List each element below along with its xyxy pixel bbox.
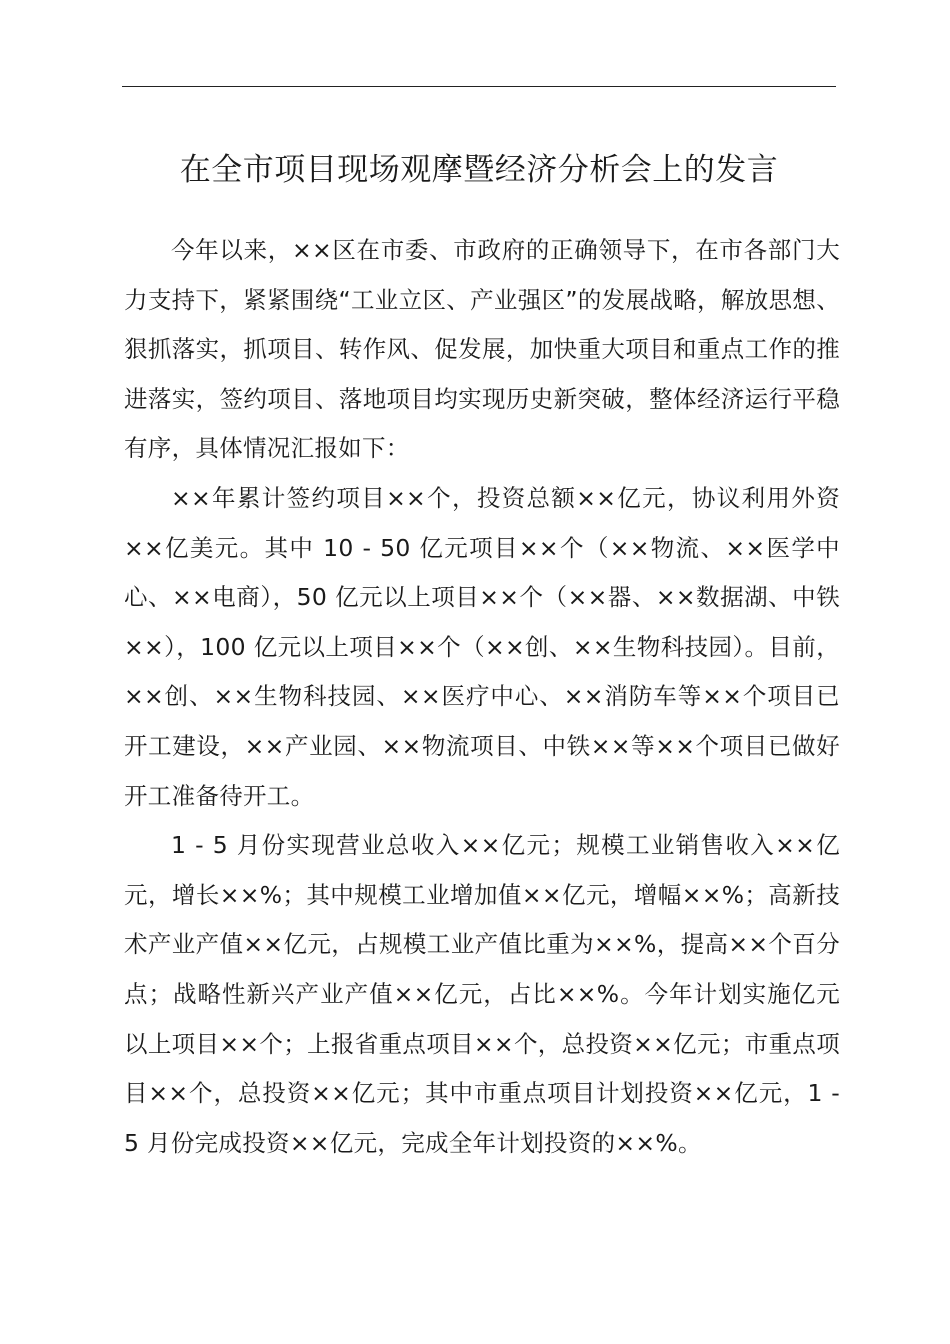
- document-body: [124, 226, 840, 1168]
- paragraph-projects: ××年累计签约项目××个，投资总额××亿元，协议利用外资××亿美元。其中 10 - 50 亿元项目××个（××物流、××医学中心、××电商），50 亿元以上项目××个（××器、××数据湖、中铁××），100 亿元以上项目××个（××创、××生物科技园）。目前，××创、××生物科技园、××医疗中心、××消防车等××个项目已开工建设，××产业园、××物流项目、中铁××等××个项目已做好开工准备待开工。: [124, 483, 840, 810]
- document-title: 在全市项目现场观摩暨经济分析会上的发言: [179, 152, 779, 188]
- paragraph-economy: 1 - 5 月份实现营业总收入××亿元；规模工业销售收入××亿元，增长××%；其中规模工业增加值××亿元，增幅××%；高新技术产业产值××亿元，占规模工业产值比重为××%，提高××个百分点；战略性新兴产业产值××亿元，占比××%。今年计划实施亿元以上项目××个；上报省重点项目××个，总投资××亿元；市重点项目××个，总投资××亿元；其中市重点项目计划投资××亿元，1 - 5 月份完成投资××亿元，完成全年计划投资的××%。: [124, 831, 840, 1157]
- paragraph-intro: 今年以来，××区在市委、市政府的正确领导下，在市各部门大力支持下，紧紧围绕“工业立区、产业强区”的发展战略，解放思想、狠抓落实，抓项目、转作风、促发展，加快重大项目和重点工作的推进落实，签约项目、落地项目均实现历史新突破，整体经济运行平稳有序，具体情况汇报如下：: [124, 236, 840, 463]
- header-rule: [122, 86, 836, 87]
